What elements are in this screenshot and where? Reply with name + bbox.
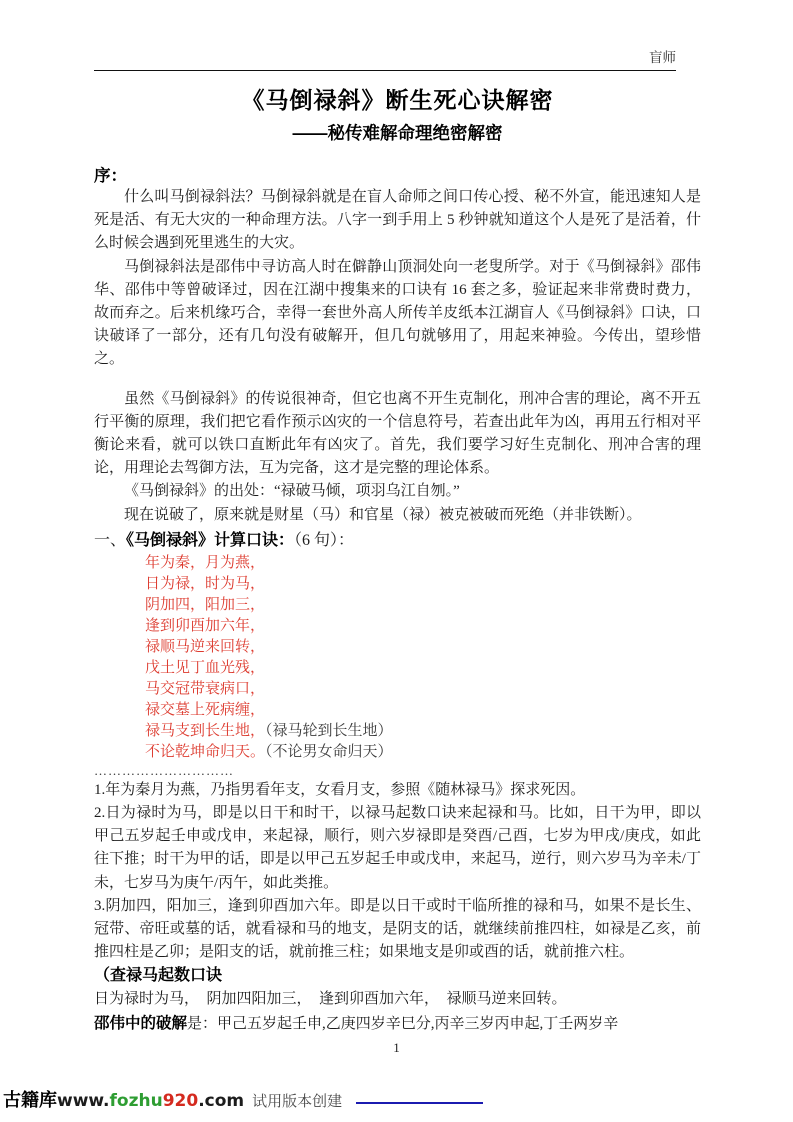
preface-paragraph-4: 《马倒禄斜》的出处：“禄破马倾，项羽乌江自刎。” [124, 483, 460, 500]
preface-paragraph-5: 现在说破了，原来就是财星（马）和官星（禄）被克被破而死绝（并非铁断）。 [124, 506, 642, 523]
verse-line [145, 574, 701, 595]
verse-block [145, 553, 701, 763]
dotted-separator: ………………………… [94, 762, 234, 778]
verse-text: 不论乾坤命归天。 [145, 743, 266, 760]
verse-line [145, 679, 701, 700]
verse-text: 日为禄，时为马， [145, 575, 266, 592]
footer-url-number: 920 [162, 1091, 199, 1111]
preface-paragraph-3: 虽然《马倒禄斜》的传说很神奇，但它也离不开生克制化，刑冲合害的理论，离不开五行平衡的原理，我们把它看作预示凶灾的一个信息符号，若查出此年为凶，再用五行相对平衡论来看，就可以铁口直断此年有凶灾了。首先，我们要学习好生克制化、刑冲合害的理论，用理论去驾御方法，互为完备，这才是完整的理论体系。 [94, 390, 701, 477]
footer-trial-text: 试用版本创建 [252, 1094, 343, 1110]
verse-line [145, 700, 701, 721]
formula-heading: （查禄马起数口诀 [94, 967, 223, 985]
section-heading-prefix: 一、 [94, 531, 127, 549]
verse-note: （禄马轮到长生地） [265, 722, 393, 739]
breakdown-bold: 邵伟中的破解 [94, 1014, 188, 1032]
verse-text: 阴加四，阳加三， [145, 596, 266, 613]
preface-paragraph-2: 马倒禄斜法是邵伟中寻访高人时在僻静山顶洞处向一老叟所学。对于《马倒禄斜》邵伟华、邵伟中等曾破译过，因在江湖中搜集来的口诀有 16 套之多，验证起来非常费时费力，故而弃之。后来机缘巧合，幸得一套世外高人所传羊皮纸本江湖盲人《马倒禄斜》口诀，口诀破译了一部分，还有几句没有破解开，但几句就够用了，用起来神验。今传出，望珍惜之。 [94, 258, 701, 368]
verse-text: 禄顺马逆来回转， [145, 638, 266, 655]
verse-line [145, 721, 701, 742]
verse-line [145, 637, 701, 658]
note-paragraph-3: 3.阴加四，阳加三，逢到卯酉加六年。即是以日干或时干临所推的禄和马，如果不是长生、冠带、帝旺或墓的话，就看禄和马的地支，是阴支的话，就继续前推四柱，如禄是乙亥，前推四柱是乙卯；是阳支的话，就前推三柱；如果地支是卯或酉的话，就前推六柱。 [94, 897, 701, 961]
footer-url-com: .com [198, 1091, 245, 1111]
verse-text: 戊土见丁血光残， [145, 659, 266, 676]
verse-line [145, 595, 701, 616]
footer-url-www: www. [57, 1091, 110, 1111]
verse-text: 禄交墓上死病缠， [145, 701, 266, 718]
verse-text: 马交冠带衰病口， [145, 680, 266, 697]
preface-paragraph-1: 什么叫马倒禄斜法？马倒禄斜就是在盲人命师之间口传心授、秘不外宣，能迅速知人是死是活、有无大灾的一种命理方法。八字一到手用上 5 秒钟就知道这个人是死了是活着，什么时候会遇到死里逃生的大灾。 [94, 189, 701, 252]
verse-text: 年为秦，月为燕， [145, 554, 266, 571]
footer-brand: 古籍库 [3, 1090, 57, 1110]
breakdown-rest: 是：甲己五岁起壬申,乙庚四岁辛巳分,丙辛三岁丙申起,丁壬两岁辛 [187, 1015, 619, 1032]
verse-note: （不论男女命归天） [265, 743, 393, 760]
formula-line: 日为禄时为马， 阴加四阳加三， 逢到卯酉加六年， 禄顺马逆来回转。 [94, 991, 567, 1008]
breakdown-line [94, 1012, 701, 1036]
page-header [94, 46, 676, 71]
verse-line [145, 742, 701, 763]
document-subtitle: ——秘传难解命理绝密解密 [292, 123, 503, 143]
footer-url-name: fozhu [109, 1091, 163, 1111]
note-paragraph-2: 2.日为禄时为马，即是以日干和时干，以禄马起数口诀来起禄和马。比如，日干为甲，即以甲己五岁起壬申或戊申，来起禄，顺行，则六岁禄即是癸酉/己酉，七岁为甲戌/庚戌，如此往下推；时干为甲的话，即是以甲己五岁起壬申或戊申，来起马，逆行，则六岁马为辛未/丁未，七岁马为庚午/丙午，如此类推。 [94, 805, 701, 891]
document-title: 《马倒禄斜》断生死心诀解密 [241, 88, 554, 113]
section-heading-suffix: （6 句）： [294, 531, 355, 549]
header-right-text: 盲师 [649, 50, 676, 65]
note-paragraph-1: 1.年为秦月为燕，乃指男看年支，女看月支，参照《随林禄马》探求死因。 [94, 781, 586, 798]
verse-line [145, 616, 701, 637]
verse-text: 禄马支到长生地， [145, 722, 266, 739]
verse-line [145, 658, 701, 679]
verse-line [145, 553, 701, 574]
section-heading [94, 528, 701, 553]
footer-blue-underline [356, 1102, 483, 1104]
page-number: 1 [393, 1040, 400, 1055]
preface-heading: 序： [94, 167, 127, 185]
footer-watermark [3, 1086, 483, 1112]
verse-text: 逢到卯酉加六年， [145, 617, 266, 634]
section-heading-bold: 《马倒禄斜》计算口诀： [126, 531, 295, 549]
page-content [94, 46, 701, 1036]
